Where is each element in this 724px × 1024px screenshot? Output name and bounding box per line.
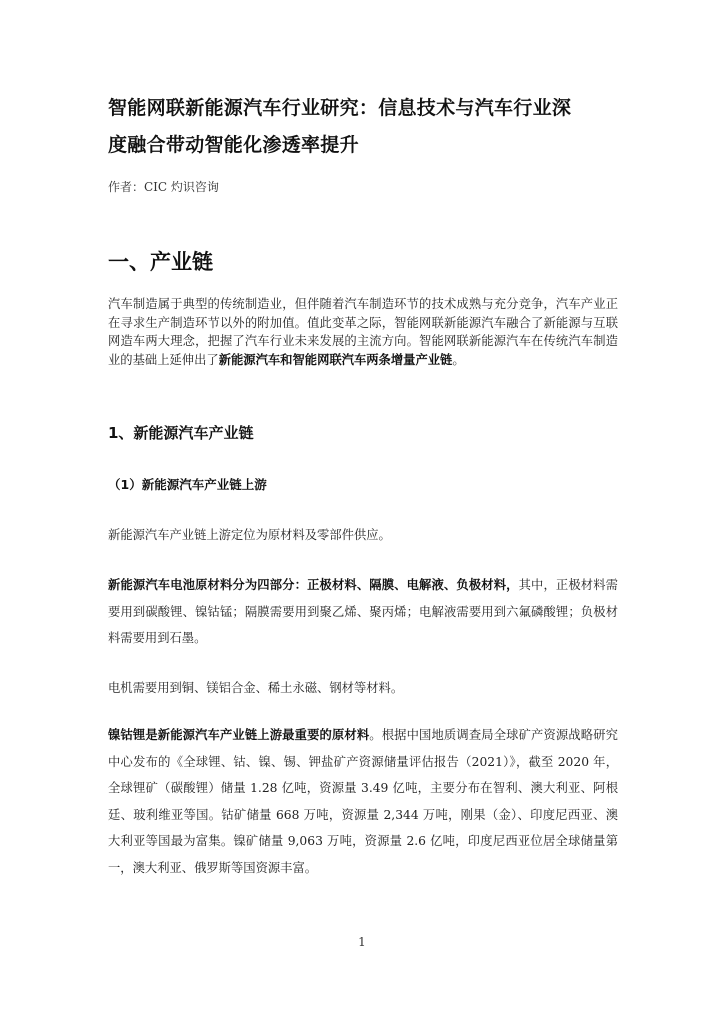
motor-materials-paragraph: 电机需要用到铜、镁铝合金、稀土永磁、钢材等材料。 <box>108 681 404 695</box>
intro-end: 。 <box>452 352 465 367</box>
intro-paragraph <box>108 295 618 369</box>
battery-materials-bold: 新能源汽车电池原材料分为四部分：正极材料、隔膜、电解液、负极材料， <box>108 578 519 592</box>
title-line-2: 度融合带动智能化渗透率提升 <box>108 134 359 156</box>
battery-materials-text: 其中，正极材料需要用到碳酸锂、镍钴锰；隔膜需要用到聚乙烯、聚丙烯；电解液需要用到六氟磷酸锂；负极材料需要用到石墨。 <box>108 578 618 645</box>
subsubsection-heading-upstream: （1）新能源汽车产业链上游 <box>108 477 267 492</box>
document-page <box>108 90 618 196</box>
title-line-1: 智能网联新能源汽车行业研究：信息技术与汽车行业深 <box>108 97 572 119</box>
subsection-heading-nev-chain: 1、新能源汽车产业链 <box>108 424 254 442</box>
intro-bold-text: 新能源汽车和智能网联汽车两条增量产业链 <box>218 352 453 367</box>
upstream-definition-paragraph: 新能源汽车产业链上游定位为原材料及零部件供应。 <box>108 528 391 542</box>
document-title <box>108 90 618 164</box>
ncl-bold: 镍钴锂是新能源汽车产业链上游最重要的原材料 <box>108 728 370 742</box>
author-line: 作者：CIC 灼识咨询 <box>108 180 219 194</box>
nickel-cobalt-lithium-paragraph <box>108 722 618 881</box>
ncl-text: 。根据中国地质调查局全球矿产资源战略研究中心发布的《全球锂、钴、镍、锡、钾盐矿产资源储量评估报告（2021）》，截至 2020 年，全球锂矿（碳酸锂）储量 1.28 亿吨，资源量 3.49 亿吨，主要分布在智利、澳大利亚、阿根廷、玻利维亚等国。钴矿储量 668 万吨，资源量 2,344 万吨，刚果（金）、印度尼西亚、澳大利亚等国最为富集。镍矿储量 9,063 万吨，资源量 2.6 亿吨，印度尼西亚位居全球储量第一，澳大利亚、俄罗斯等国资源丰富。 <box>108 728 618 875</box>
intro-text: 汽车制造属于典型的传统制造业，但伴随着汽车制造环节的技术成熟与充分竞争，汽车产业正在寻求生产制造环节以外的附加值。值此变革之际，智能网联新能源汽车融合了新能源与互联网造车两大理念，把握了汽车行业未来发展的主流方向。智能网联新能源汽车在传统汽车制造业的基础上延伸出了 <box>108 297 618 367</box>
page-number: 1 <box>358 935 366 949</box>
battery-materials-paragraph <box>108 572 618 652</box>
section-heading-industry-chain: 一、产业链 <box>108 250 213 274</box>
